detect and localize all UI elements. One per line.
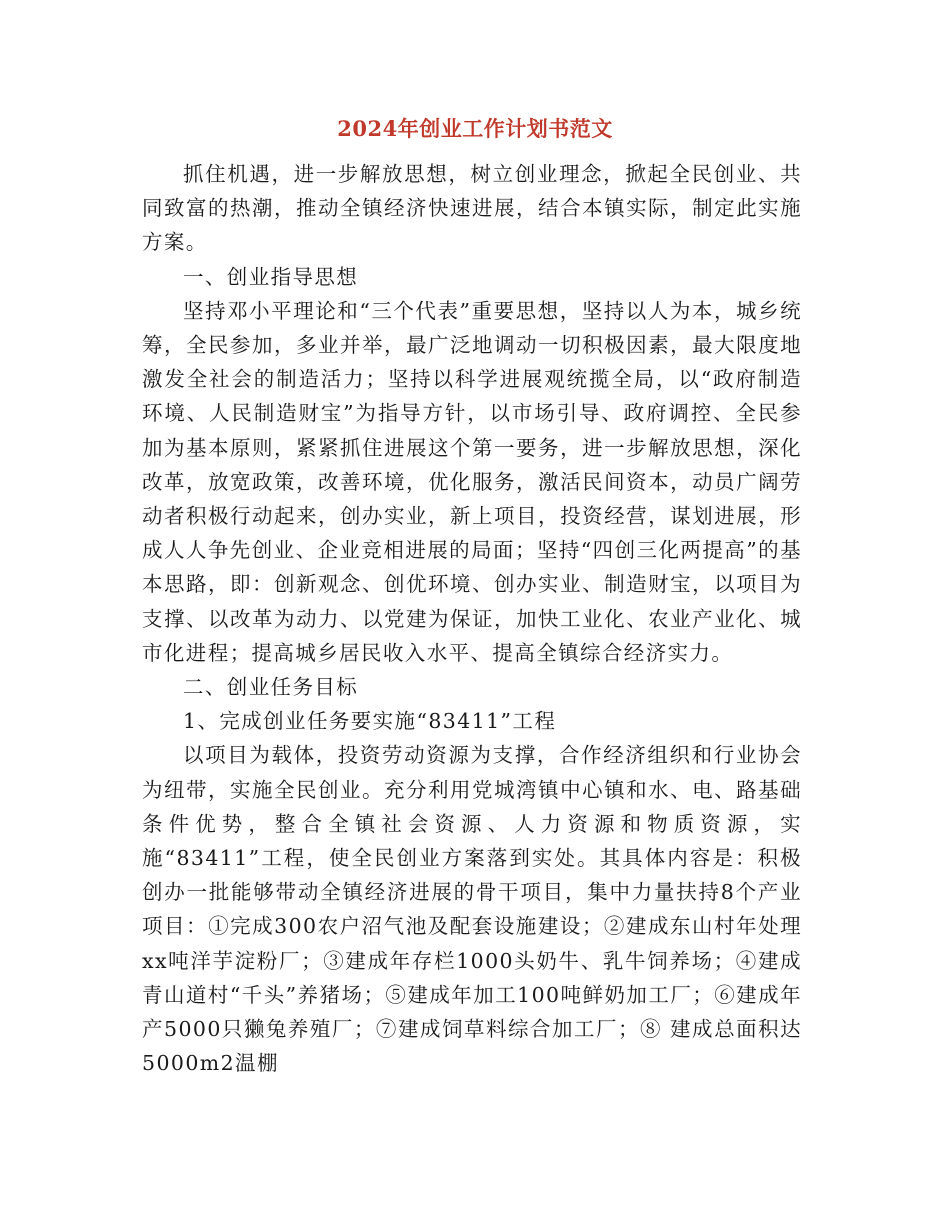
subheading-83411-project: 1、完成创业任务要实施“83411”工程 [183,709,557,734]
paragraph-83411-details: 以项目为载体，投资劳动资源为支撑，合作经济组织和行业协会为纽带，实施全民创业。充分利用党城湾镇中心镇和水、电、路基础条件优势，整合全镇社会资源、人力资源和物质资源，实施“83411”工程，使全民创业方案落到实处。其具体内容是：积极创办一批能够带动全镇经济进展的骨干项目，集中力量扶持8个产业项目：①完成300农户沼气池及配套设施建设；②建成东山村年处理xx吨洋芋淀粉厂；③建成年存栏1000头奶牛、乳牛饲养场；④建成青山道村“千头”养猪场；⑤建成年加工100吨鲜奶加工厂；⑥建成年产5000只獭兔养殖厂；⑦建成饲草料综合加工厂；⑧ 建成总面积达5000m2温棚 [142,743,802,1076]
document-body [142,157,802,1080]
heading-guiding-thought: 一、创业指导思想 [183,264,359,289]
document-title: 2024年创业工作计划书范文 [337,116,613,141]
paragraph-guiding-thought: 坚持邓小平理论和“三个代表”重要思想，坚持以人为本，城乡统筹，全民参加，多业并举，最广泛地调动一切积极因素，最大限度地激发全社会的制造活力；坚持以科学进展观统揽全局，以“政府制造环境、人民制造财宝”为指导方针，以市场引导、政府调控、全民参加为基本原则，紧紧抓住进展这个第一要务，进一步解放思想，深化改革，放宽政策，改善环境，优化服务，激活民间资本，动员广阔劳动者积极行动起来，创办实业，新上项目，投资经营，谋划进展，形成人人争先创业、企业竞相进展的局面；坚持“四创三化两提高”的基本思路，即：创新观念、创优环境、创办实业、制造财宝，以项目为支撑、以改革为动力、以党建为保证，加快工业化、农业产业化、城市化进程；提高城乡居民收入水平、提高全镇综合经济实力。 [142,298,802,665]
heading-task-goals: 二、创业任务目标 [183,675,359,700]
paragraph-intro: 抓住机遇，进一步解放思想，树立创业理念，掀起全民创业、共同致富的热潮，推动全镇经济快速进展，结合本镇实际，制定此实施方案。 [142,162,802,255]
